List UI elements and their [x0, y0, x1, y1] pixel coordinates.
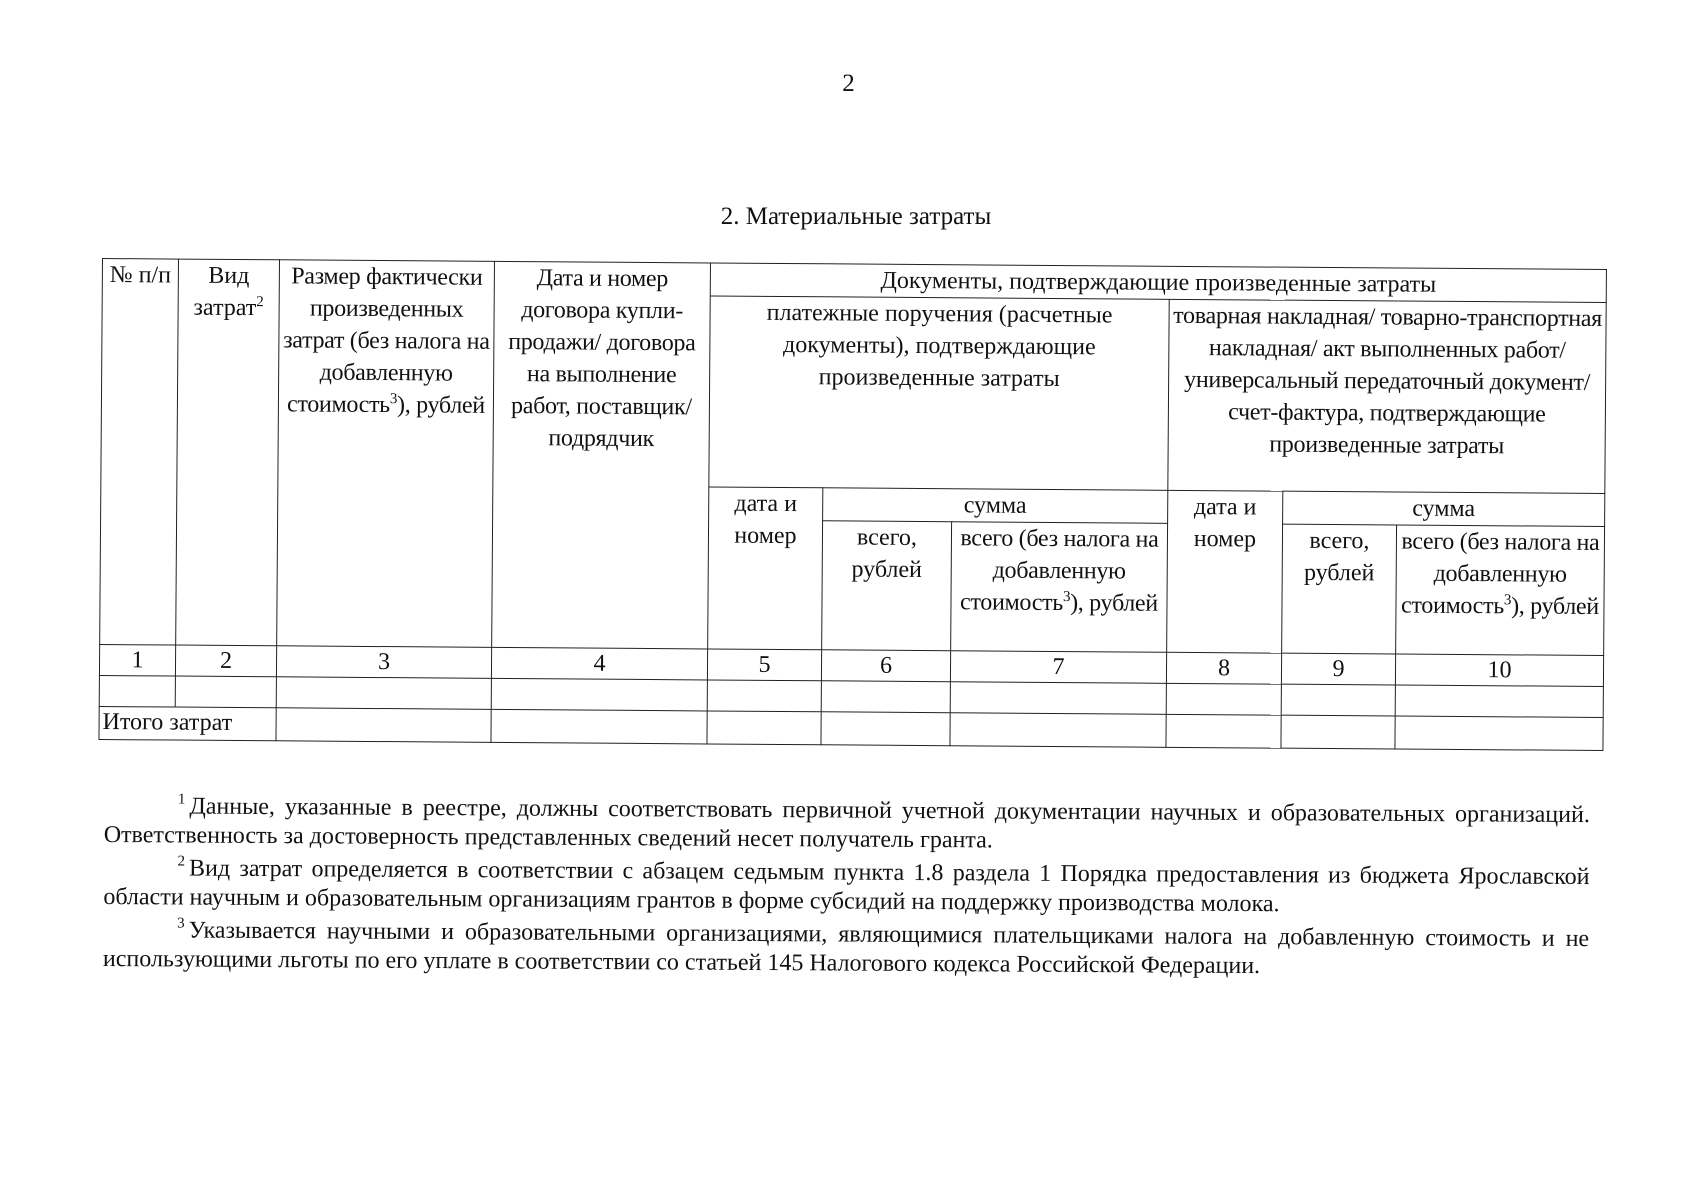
table-cell[interactable]: [821, 681, 950, 713]
header-payment-orders: платежные поручения (расчетные документы), подтверждающие произведенные затраты: [709, 296, 1169, 490]
header-amount: [277, 260, 495, 648]
table-cell[interactable]: [276, 677, 491, 710]
footnote-mark: 3: [177, 915, 185, 932]
column-number: 7: [950, 651, 1166, 684]
table-cell[interactable]: [707, 680, 821, 712]
table-cell[interactable]: [1281, 684, 1395, 716]
footnote-ref-2: 2: [256, 294, 264, 311]
table-cell[interactable]: [175, 676, 276, 708]
header-expense-type-text: Вид затрат: [193, 262, 257, 322]
header-invoice-total-no-vat: [1396, 525, 1605, 656]
header-expense-type: [176, 259, 280, 646]
column-number: 8: [1166, 652, 1281, 684]
table-cell[interactable]: [1395, 716, 1603, 751]
expense-registry-table: [98, 258, 1606, 751]
column-number: 9: [1281, 653, 1395, 685]
header-invoice-sum: сумма: [1283, 491, 1605, 526]
table-cell[interactable]: [99, 675, 175, 707]
page-number: 2: [842, 70, 855, 97]
header-row-1: [102, 259, 1606, 303]
footnote-2: [103, 854, 1589, 921]
table-cell[interactable]: [491, 709, 707, 744]
table-cell[interactable]: [1166, 714, 1281, 748]
header-payment-total-no-vat: [951, 522, 1168, 653]
header-amount-suffix: ), рублей: [396, 392, 485, 419]
footnote-ref-3: 3: [1062, 589, 1071, 606]
table-cell[interactable]: [1395, 685, 1603, 718]
header-payment-total: всего, рублей: [822, 521, 952, 651]
header-payment-date-num: дата и номер: [708, 487, 823, 650]
header-num: № п/п: [100, 259, 179, 646]
footnotes: [103, 792, 1590, 987]
header-invoice-no-vat-suffix: ), рублей: [1511, 593, 1599, 620]
table-cell[interactable]: [950, 713, 1166, 748]
header-invoice-no-vat-text: всего (без налога на добавленную стоимость: [1400, 528, 1600, 620]
column-number: 10: [1395, 654, 1603, 687]
header-payment-sum: сумма: [823, 488, 1168, 524]
total-label: Итого затрат: [99, 706, 276, 740]
column-number: 4: [491, 647, 707, 680]
column-number: 6: [821, 650, 950, 682]
table-cell[interactable]: [707, 711, 821, 745]
footnote-mark: 1: [177, 791, 186, 808]
footnote-3: [103, 916, 1589, 983]
column-number: 2: [175, 645, 276, 677]
table-cell[interactable]: [1281, 715, 1395, 749]
section-title: 2. Материальные затраты: [720, 203, 992, 230]
table-cell[interactable]: [950, 682, 1166, 715]
column-number: 3: [276, 646, 491, 679]
header-contract: Дата и номер договора купли-продажи/ договора на выполнение работ, поставщик/ подрядчик: [492, 261, 711, 649]
header-invoice-date-num: дата и номер: [1167, 490, 1283, 653]
footnote-ref-3: 3: [1503, 592, 1512, 609]
header-invoice-total: всего, рублей: [1282, 524, 1397, 654]
header-payment-no-vat-suffix: ), рублей: [1070, 590, 1158, 617]
table-cell[interactable]: [491, 678, 707, 711]
column-number: 1: [99, 644, 175, 676]
footnote-1: [104, 792, 1590, 859]
footnote-text: Данные, указанные в реестре, должны соответствовать первичной учетной документации научных и образовательных организаций. Ответственность за достоверность представленных сведений несет получатель гранта.: [103, 793, 1590, 854]
footnote-mark: 2: [177, 853, 186, 870]
table-cell[interactable]: [821, 712, 950, 746]
footnote-ref-3: 3: [389, 391, 398, 408]
footnote-text: Указывается научными и образовательными организациями, являющимися плательщиками налога на добавленную стоимость и не использующими льготы по его уплате в соответствии со статьей 145 Налогового кодекса Российской Федерации.: [102, 917, 1590, 980]
table-cell[interactable]: [1166, 683, 1281, 715]
header-amount-text: Размер фактически произведенных затрат (без налога на добавленную стоимость: [283, 263, 490, 419]
header-docs-group: Документы, подтверждающие произведенные затраты: [710, 263, 1606, 303]
footnote-text: Вид затрат определяется в соответствии с абзацем седьмым пункта 1.8 раздела 1 Порядка предоставления из бюджета Ярославской области научным и образовательным организациям грантов в форме субсидий на поддержку производства молока.: [103, 855, 1590, 918]
header-payment-no-vat-text: всего (без налога на добавленную стоимость: [959, 525, 1159, 617]
header-invoices: товарная накладная/ товарно-транспортная накладная/ акт выполненных работ/ универсальный передаточный документ/ счет-фактура, подтверждающие произведенные затраты: [1168, 299, 1606, 493]
table-cell[interactable]: [276, 708, 491, 743]
column-number: 5: [707, 649, 821, 681]
